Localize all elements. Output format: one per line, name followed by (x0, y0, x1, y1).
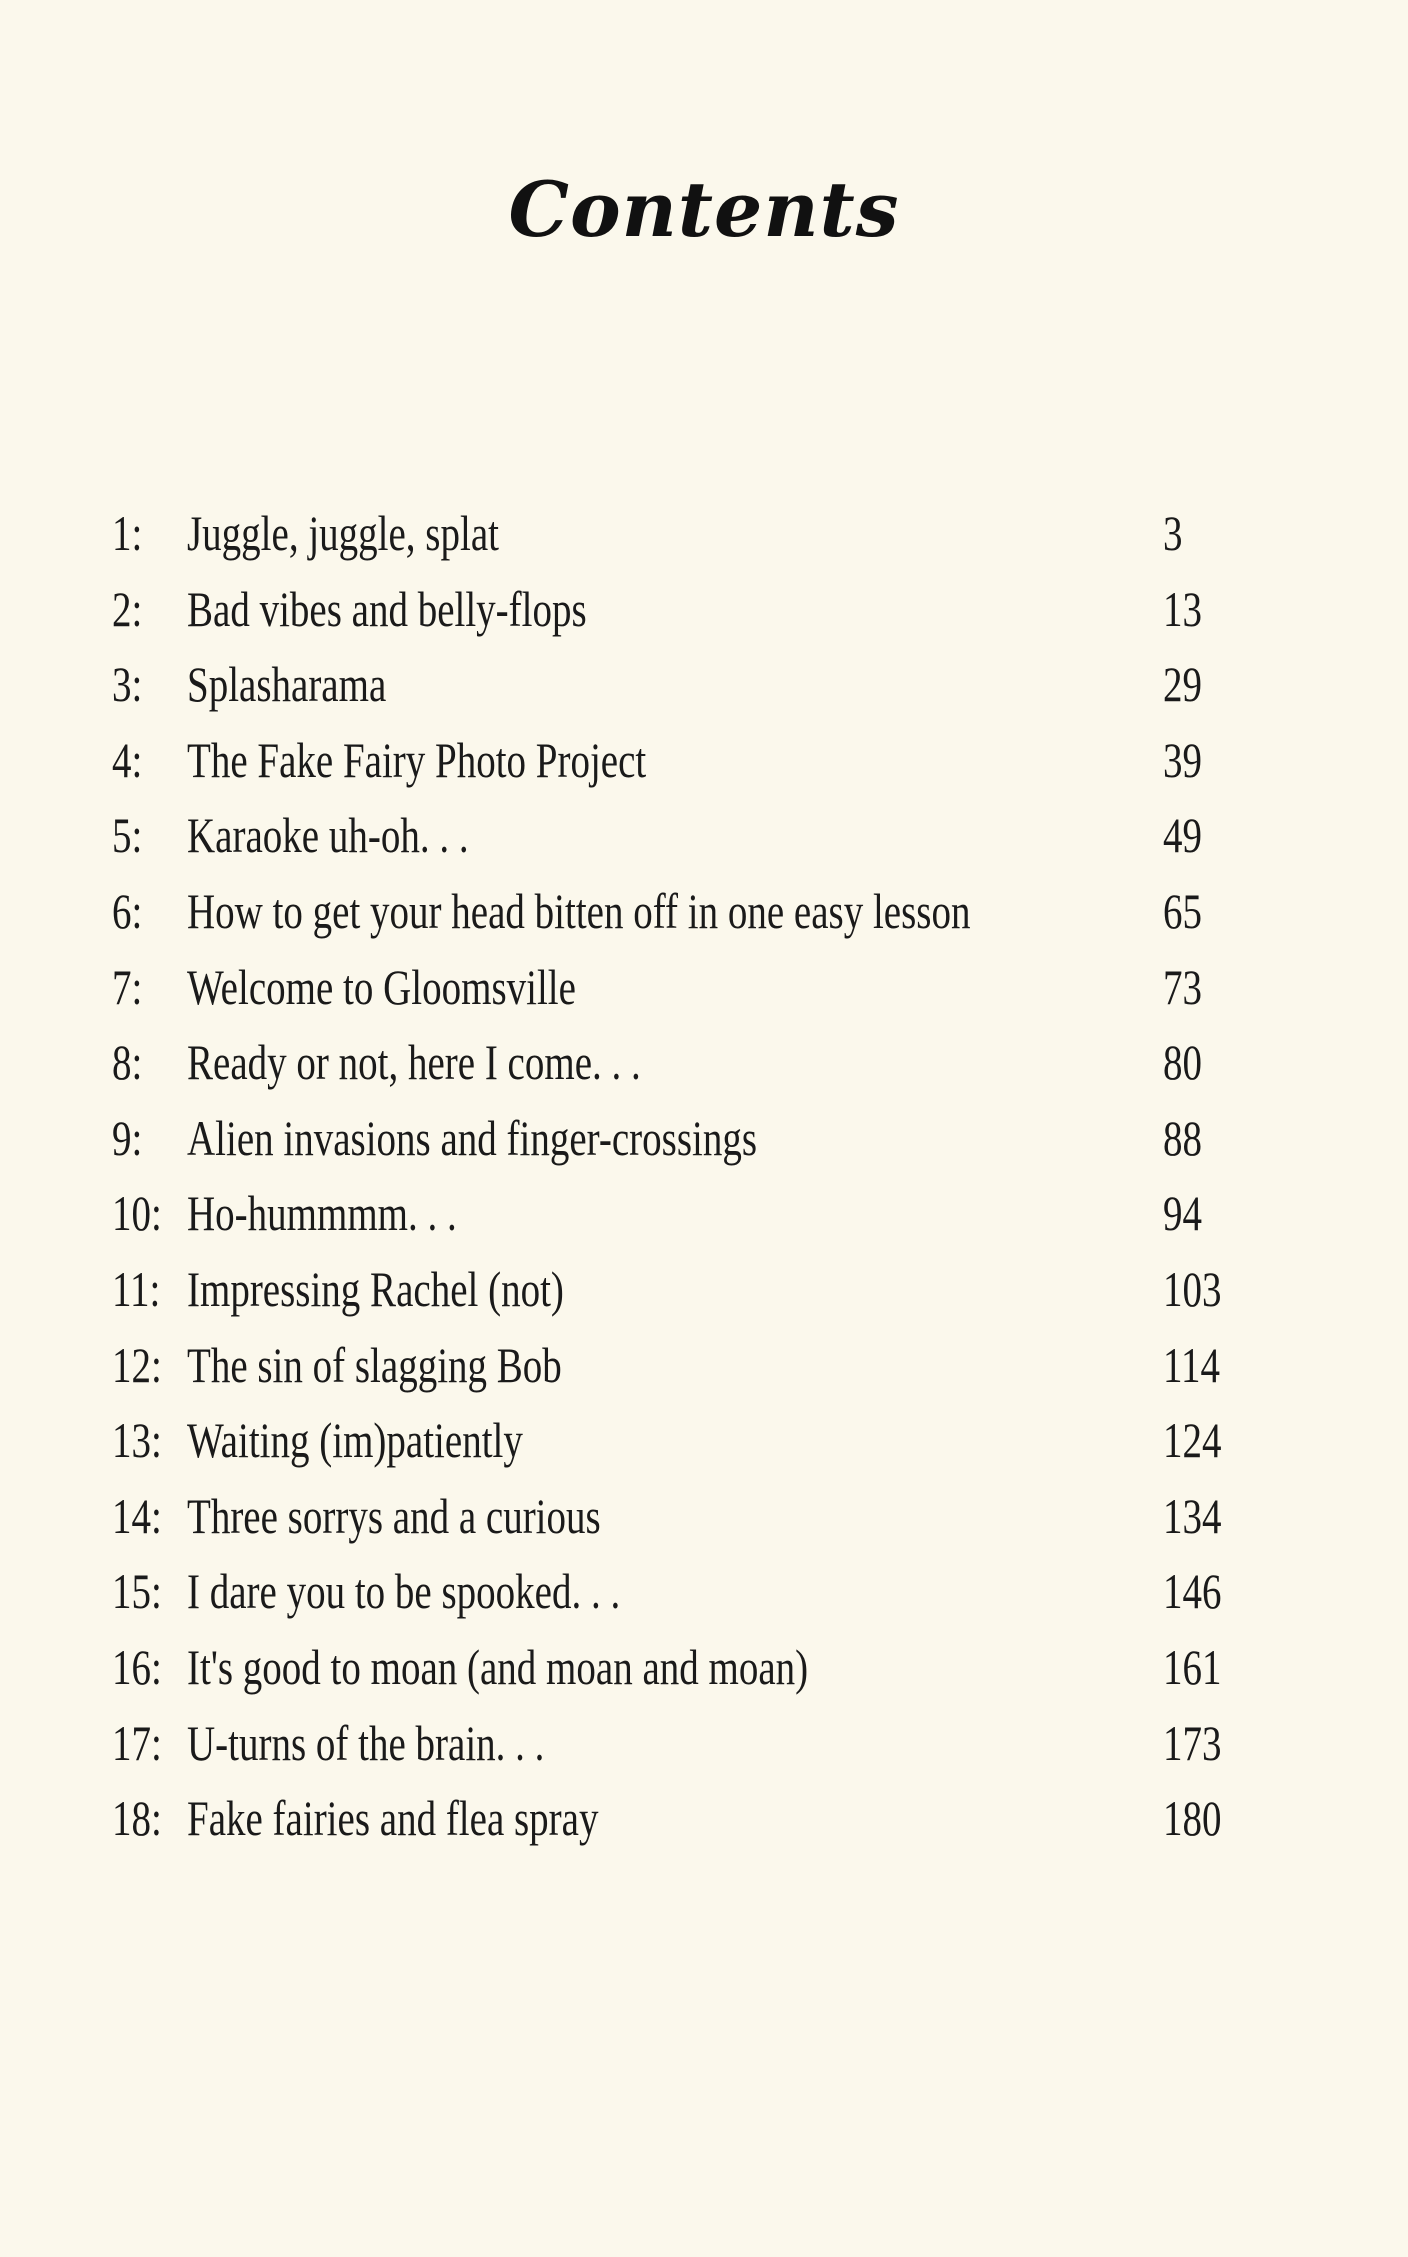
chapter-title: Splasharama (187, 656, 387, 713)
chapter-number: 15: (112, 1563, 162, 1620)
toc-entry (0, 503, 1408, 579)
chapter-title: Karaoke uh-oh. . . (187, 807, 469, 864)
chapter-number: 8: (112, 1034, 143, 1091)
toc-entry (0, 1410, 1408, 1486)
chapter-number: 17: (112, 1714, 162, 1771)
chapter-title: Alien invasions and finger-crossings (187, 1109, 758, 1166)
chapter-title: U-turns of the brain. . . (187, 1714, 545, 1771)
toc-entry (0, 1259, 1408, 1335)
page-number: 124 (1163, 1412, 1222, 1469)
page-number: 173 (1163, 1714, 1222, 1771)
toc-entry (0, 579, 1408, 655)
toc-entry (0, 1637, 1408, 1713)
page-title: Contents (508, 165, 900, 254)
chapter-title: I dare you to be spooked. . . (187, 1563, 621, 1620)
chapter-number: 11: (112, 1260, 161, 1317)
chapter-number: 7: (112, 958, 143, 1015)
toc-entry (0, 1183, 1408, 1259)
toc-entry (0, 1486, 1408, 1562)
page-number: 134 (1163, 1487, 1222, 1544)
chapter-title: Three sorrys and a curious (187, 1487, 601, 1544)
chapter-number: 16: (112, 1638, 162, 1695)
chapter-number: 5: (112, 807, 143, 864)
page-number: 94 (1163, 1185, 1202, 1242)
chapter-title: Bad vibes and belly-flops (187, 580, 587, 637)
page-number: 146 (1163, 1563, 1222, 1620)
chapter-title: The Fake Fairy Photo Project (187, 731, 647, 788)
chapter-title: Ho-hummmm. . . (187, 1185, 457, 1242)
table-of-contents (0, 503, 1408, 1864)
chapter-title: Ready or not, here I come. . . (187, 1034, 641, 1091)
toc-entry (0, 805, 1408, 881)
toc-entry (0, 1788, 1408, 1864)
chapter-title: Welcome to Gloomsville (187, 958, 576, 1015)
chapter-number: 9: (112, 1109, 143, 1166)
toc-entry (0, 881, 1408, 957)
chapter-number: 18: (112, 1790, 162, 1847)
page-number: 3 (1163, 505, 1183, 561)
chapter-number: 2: (112, 580, 143, 637)
chapter-number: 12: (112, 1336, 162, 1393)
chapter-number: 4: (112, 731, 143, 788)
toc-entry (0, 1108, 1408, 1184)
page-number: 13 (1163, 580, 1202, 637)
chapter-number: 1: (112, 505, 143, 561)
chapter-number: 13: (112, 1412, 162, 1469)
page-number: 29 (1163, 656, 1202, 713)
chapter-number: 6: (112, 882, 143, 939)
toc-entry (0, 654, 1408, 730)
page-number: 161 (1163, 1638, 1222, 1695)
chapter-number: 3: (112, 656, 143, 713)
chapter-number: 10: (112, 1185, 162, 1242)
chapter-number: 14: (112, 1487, 162, 1544)
page-number: 114 (1163, 1336, 1221, 1393)
chapter-title: Waiting (im)patiently (187, 1412, 523, 1469)
toc-entry (0, 1561, 1408, 1637)
page-number: 39 (1163, 731, 1202, 788)
page-number: 65 (1163, 882, 1202, 939)
chapter-title: The sin of slagging Bob (187, 1336, 562, 1393)
toc-entry (0, 957, 1408, 1033)
chapter-title: Juggle, juggle, splat (187, 505, 499, 561)
chapter-title: How to get your head bitten off in one easy lesson (187, 882, 971, 939)
toc-entry (0, 730, 1408, 806)
page-number: 49 (1163, 807, 1202, 864)
toc-entry (0, 1713, 1408, 1789)
toc-entry (0, 1032, 1408, 1108)
chapter-title: Fake fairies and flea spray (187, 1790, 599, 1847)
chapter-title: Impressing Rachel (not) (187, 1260, 564, 1317)
page-number: 73 (1163, 958, 1202, 1015)
page-number: 80 (1163, 1034, 1202, 1091)
page-number: 180 (1163, 1790, 1222, 1847)
page-number: 103 (1163, 1260, 1222, 1317)
page-number: 88 (1163, 1109, 1202, 1166)
toc-entry (0, 1335, 1408, 1411)
chapter-title: It's good to moan (and moan and moan) (187, 1638, 809, 1695)
